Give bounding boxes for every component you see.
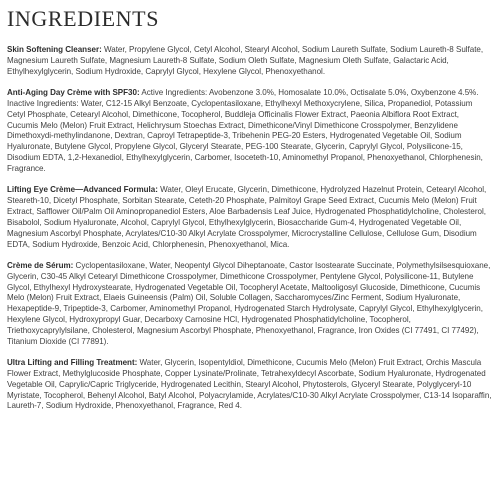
section-anti-aging-day-creme xyxy=(7,88,492,175)
section-heading: Lifting Eye Crème—Advanced Formula: xyxy=(7,185,158,195)
section-heading: Crème de Sérum: xyxy=(7,260,74,270)
section-heading: Ultra Lifting and Filling Treatment: xyxy=(7,358,138,368)
section-ingredients-text: Water, Glycerin, Isopentyldiol, Dimethicone, Cucumis Melo (Melon) Fruit Extract, Orchis Mascula Flower Extract, Methylglucoside Phosphate, Copper Lysinate/Prolinate, Tetrahexyldecyl Ascorbate, Sodium Hyaluronate, Hydrogenated Vegetable Oil, Caprylic/Capric Triglyceride, Hydrogenated Lecithin, Stearyl Alcohol, Phytosterols, Glyceryl Stearate, Polyglyceryl-10 Myristate, Tocopherol, Behenyl Alcohol, Batyl Alcohol, Polyacrylamide, Acrylates/C10-30 Alkyl Acrylate Crosspolymer, C13-14 Isoparaffin, Laureth-7, Sodium Hydroxide, Phenoxyethanol, Fragrance, Red 4. xyxy=(7,358,492,411)
page-title: INGREDIENTS xyxy=(7,6,160,31)
section-lifting-eye-creme xyxy=(7,185,492,250)
section-skin-softening-cleanser xyxy=(7,45,492,78)
section-heading: Anti-Aging Day Crème with SPF30: xyxy=(7,88,140,98)
section-heading: Skin Softening Cleanser: xyxy=(7,45,102,54)
section-ultra-lifting-filling-treatment xyxy=(7,358,492,412)
section-ingredients-text: Active Ingredients: Avobenzone 3.0%, Homosalate 10.0%, Octisalate 5.0%, Oxybenzone 4.5%. Inactive Ingredients: Water, C12-15 Alkyl Benzoate, Cyclopentasiloxane, Ethylhexyl Methoxycrylene, Silica, Propanediol, Potassium Cetyl Phosphate, Cetearyl Alcohol, Dimethicone, Tocopherol, Buddleja Officinalis Flower Extract, Paeonia Albiflora Root Extract, Cucumis Melo (Melon) Fruit Extract, Helichrysum Stoechas Extract, Dimethicone/Vinyl Dimethicone Crosspolymer, Benzylidene Dimethoxydi-methylindanone, Dextran, Caproyl Tetrapeptide-3, Tribehenin PEG-20 Esters, Hydrogenated Vegetable Oil, Sodium Hyaluronate, Butylene Glycol, Propylene Glycol, Glyceryl Stearate, PEG-100 Stearate, Glycerin, Caprylyl Glycol, Polysilicone-15, Disodium EDTA, 1,2-Hexanediol, Ethylhexylglycerin, Carbomer, Isoceteth-10, Aminomethyl Propanol, Phenoxyethanol, Chlorphenesin, Fragrance. xyxy=(7,88,483,173)
section-creme-de-serum xyxy=(7,261,492,348)
section-ingredients-text: Cyclopentasiloxane, Water, Neopentyl Glycol Diheptanoate, Castor Isostearate Succinate, Polymethylsilsesquioxane, Glycerin, C30-45 Alkyl Cetearyl Dimethicone Crosspolymer, Dimethicone Crosspolymer, Pentylene Glycol, Polysilicone-11, Butylene Glycol, Ethylhexyl Hydroxystearate, Hydrogenated Vegetable Oil, Tocopheryl Acetate, Maltooligosyl Glucoside, Dimethicone, Cucumis Melo (Melon) Fruit Extract, Elaeis Guineensis (Palm) Oil, Soluble Collagen, Saccharomyces/Zinc Ferment, Sodium Hyaluronate, Hexapeptide-9, Tripeptide-3, Carbomer, Aminomethyl Propanol, Hydrogenated Starch Hydrolysate, Caprylyl Glycol, Ethylhexylglycerin, Hexylene Glycol, Hydroxypropyl Guar, Decarboxy Carnosine HCl, Hydrogenated Phosphatidylcholine, Tocopherol, Triethoxycaprylylsilane, Cholesterol, Magnesium Ascorbyl Phosphate, Phenoxyethanol, Fragrance, Iron Oxides (CI 77491, CI 77492), Titanium Dioxide (CI 77891). xyxy=(7,260,491,346)
section-ingredients-text: Water, Oleyl Erucate, Glycerin, Dimethicone, Hydrolyzed Hazelnut Protein, Cetearyl Alcohol, Steareth-10, Dicetyl Phosphate, Sorbitan Stearate, Ceteth-20 Phosphate, Palmitoyl Grape Seed Extract, Cucumis Melo (Melon) Fruit Extract, Safflower Oil/Palm Oil Aminopropanediol Esters, Aloe Barbadensis Leaf Juice, Hydrogenated Phosphatidylcholine, Cholesterol, Bisabolol, Sodium Hyaluronate, Alcohol, Caprylyl Glycol, Ethylhexylglycerin, Biosaccharide Gum-4, Hydrogenated Vegetable Oil, Magnesium Ascorbyl Phosphate, Acrylates/C10-30 Alkyl Acrylate Crosspolymer, Microcrystalline Cellulose, Cellulose Gum, Disodium EDTA, Sodium Hydroxide, Benzoic Acid, Chlorphenesin, Phenoxyethanol, Mica. xyxy=(7,185,487,249)
section-ingredients-text: Water, Propylene Glycol, Cetyl Alcohol, Stearyl Alcohol, Sodium Laureth Sulfate, Sodium Laureth-8 Sulfate, Magnesium Laureth Sulfate, Magnesium Laureth-8 Sulfate, Sodium Oleth Sulfate, Magnesium Oleth Sulfate, Galactaric Acid, Ethylhexylglycerin, Sodium Hydroxide, Caprylyl Glycol, Hexylene Glycol, Phenoxyethanol. xyxy=(7,45,484,76)
